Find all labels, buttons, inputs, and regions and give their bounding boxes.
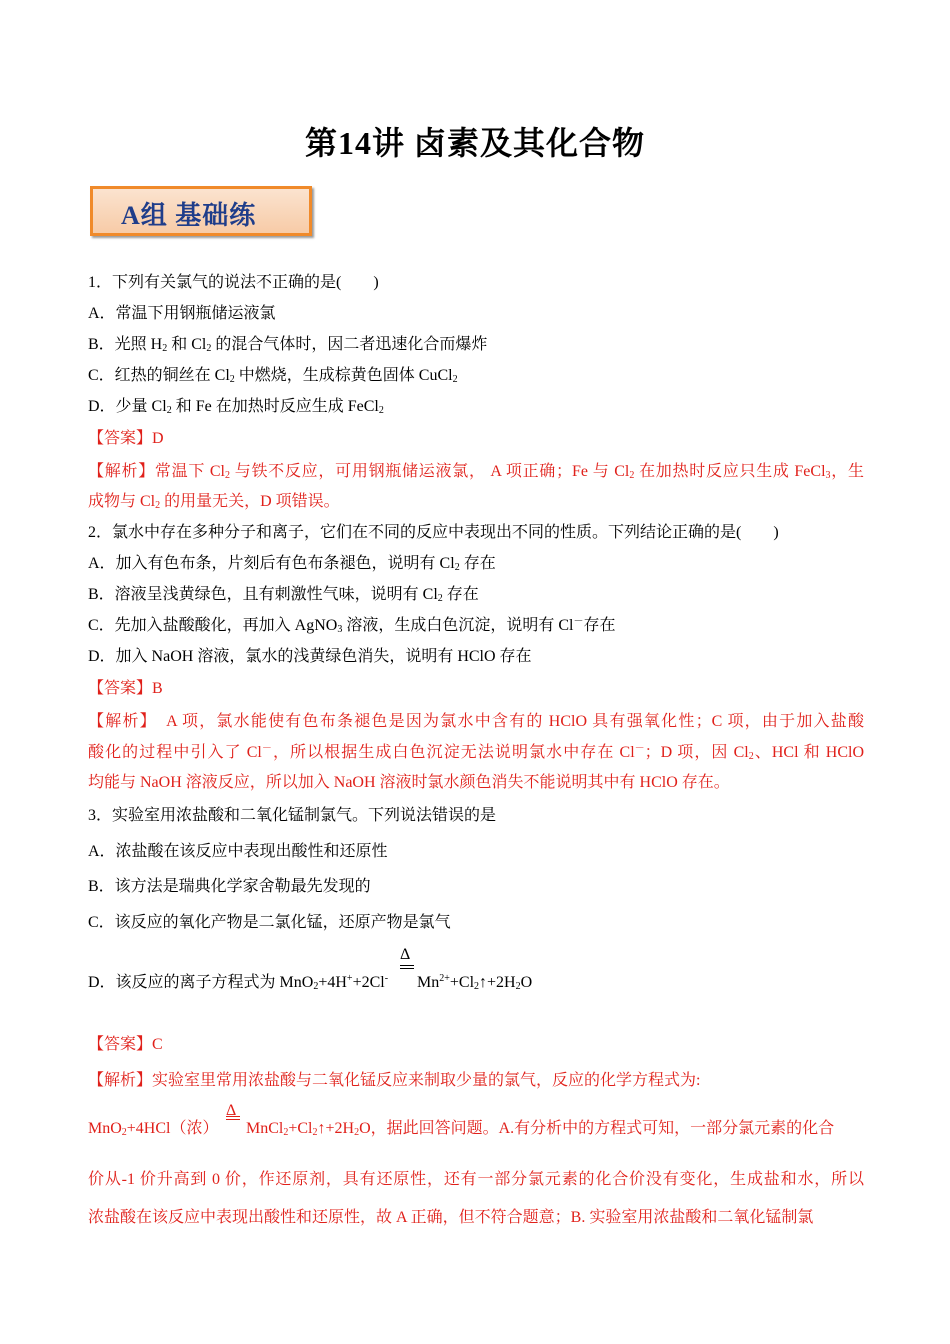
- q2-explanation-line-2: 酸化的过程中引入了 Cl－，所以根据生成白色沉淀无法说明氯水中存在 Cl－；D 项，因 $Cl_2$、HCl 和 HClO: [88, 743, 864, 762]
- equals-sign-bar: [226, 1116, 240, 1117]
- q1-explanation-line-2: 成物与 $Cl_2$ 的用量无关，D 项错误。: [88, 493, 340, 511]
- q3-option-b: B．该方法是瑞典化学家舍勒最先发现的: [88, 878, 371, 895]
- q3-explanation-line-1: 【解析】实验室里常用浓盐酸与二氧化锰反应来制取少量的氯气，反应的化学方程式为:: [88, 1072, 701, 1089]
- q2-option-d: D．加入 NaOH 溶液，氯水的浅黄绿色消失，说明有 HClO 存在: [88, 648, 532, 665]
- q3-option-d-right: $Mn^{2+}+Cl_2↑+2H_2O$: [417, 973, 533, 992]
- heating-delta-symbol: Δ: [400, 946, 411, 963]
- q3-option-a: A．浓盐酸在该反应中表现出酸性和还原性: [88, 843, 388, 860]
- q1-explanation-line-1: 【解析】常温下 $Cl_2$ 与铁不反应，可用钢瓶储运液氯， A 项正确；Fe 与 $Cl_2$ 在加热时反应只生成 FeCl$_3$，生: [88, 463, 864, 481]
- q1-option-d: D．少量 $Cl_2$ 和 Fe 在加热时反应生成 FeCl$_2$: [88, 398, 384, 416]
- q1-stem: 1．下列有关氯气的说法不正确的是( ): [88, 274, 379, 291]
- q3-option-c: C．该反应的氧化产物是二氯化锰，还原产物是氯气: [88, 914, 451, 931]
- heating-delta-symbol: Δ: [226, 1102, 237, 1119]
- page-title: 第14讲 卤素及其化合物: [304, 125, 645, 161]
- q3-stem: 3．实验室用浓盐酸和二氧化锰制氯气。下列说法错误的是: [88, 807, 497, 824]
- q2-answer: 【答案】B: [88, 680, 163, 697]
- q2-option-a: A．加入有色布条，片刻后有色布条褪色，说明有 $Cl_2$ 存在: [88, 555, 496, 573]
- q3-explanation-line-3: 价从-1 价升高到 0 价，作还原剂，具有还原性，还有一部分氯元素的化合价没有变化，生成盐和水，所以: [88, 1171, 864, 1188]
- q2-stem: 2．氯水中存在多种分子和离子，它们在不同的反应中表现出不同的性质。下列结论正确的是( ): [88, 524, 779, 541]
- equals-sign-bar: [400, 968, 414, 969]
- q1-answer: 【答案】D: [88, 430, 164, 447]
- q1-option-c: C．红热的铜丝在 $Cl_2$ 中燃烧，生成棕黄色固体 CuCl$_2$: [88, 367, 458, 385]
- q3-answer: 【答案】C: [88, 1036, 163, 1053]
- q3-option-d-left: D．该反应的离子方程式为 MnO$_2$+4H++2Cl-: [88, 973, 389, 992]
- q2-explanation-line-1: 【解析】 A 项，氯水能使有色布条褪色是因为氯水中含有的 HClO 具有强氧化性；C 项，由于加入盐酸: [88, 713, 864, 730]
- q3-explanation-line-2-right: $MnCl_2+Cl_2↑+2H_2O$，据此回答问题。A.有分析中的方程式可知，一部分氯元素的化合: [246, 1120, 835, 1138]
- q1-option-a: A．常温下用钢瓶储运液氯: [88, 305, 276, 322]
- section-banner: [90, 186, 312, 236]
- equals-sign-bar: [400, 965, 414, 966]
- section-banner-label: A组 基础练: [121, 201, 257, 230]
- q2-option-b: B．溶液呈浅黄绿色，且有刺激性气味，说明有 $Cl_2$ 存在: [88, 586, 479, 604]
- q1-option-b: B．光照 $H_2$ 和 $Cl_2$ 的混合气体时，因二者迅速化合而爆炸: [88, 336, 488, 354]
- equals-sign-bar: [226, 1119, 240, 1120]
- q3-explanation-line-2-left: MnO$_2$+4HCl（浓）: [88, 1120, 219, 1138]
- q2-option-c: C．先加入盐酸酸化，再加入 AgNO$_3$ 溶液，生成白色沉淀，说明有 Cl－存在: [88, 616, 616, 635]
- q3-explanation-line-4: 浓盐酸在该反应中表现出酸性和还原性，故 A 正确，但不符合题意；B. 实验室用浓盐酸和二氧化锰制氯: [88, 1209, 814, 1226]
- q2-explanation-line-3: 均能与 NaOH 溶液反应，所以加入 NaOH 溶液时氯水颜色消失不能说明其中有 HClO 存在。: [88, 774, 730, 791]
